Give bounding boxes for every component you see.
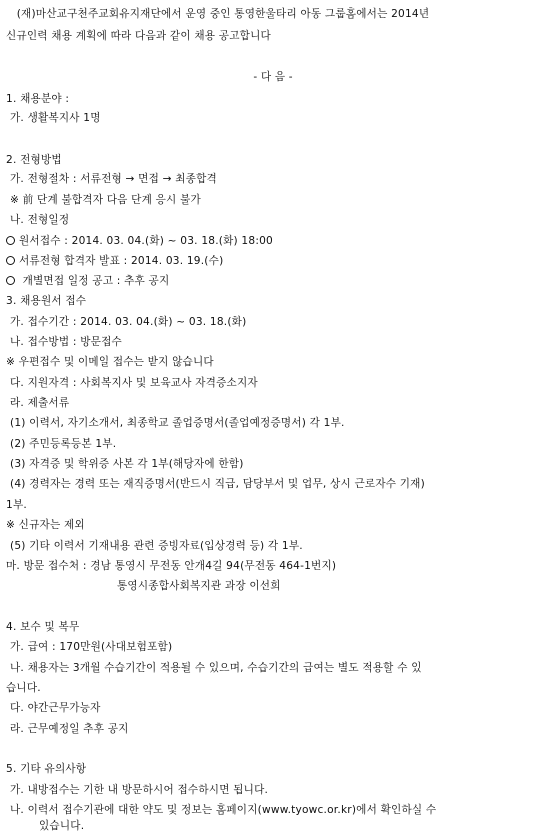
schedule-item-3 bbox=[6, 274, 169, 288]
schedule-item-2 bbox=[6, 254, 223, 268]
section-3-title: 3. 채용원서 접수 bbox=[6, 295, 87, 307]
document-item-2: (2) 주민등록등본 1부. bbox=[10, 438, 117, 450]
circle-bullet-icon bbox=[6, 236, 15, 245]
section-3-item-c: 다. 지원자격 : 사회복지사 및 보육교사 자격증소지자 bbox=[10, 377, 258, 389]
schedule-item-3-text: 개별면접 일정 공고 : 추후 공지 bbox=[19, 275, 170, 287]
section-2-item-a: 가. 전형절차 : 서류전형 → 면접 → 최종합격 bbox=[10, 173, 217, 185]
section-3-note: ※ 우편접수 및 이메일 접수는 받지 않습니다 bbox=[6, 356, 214, 368]
circle-bullet-icon bbox=[6, 276, 15, 285]
section-2-title: 2. 전형방법 bbox=[6, 154, 62, 166]
document-item-5: (5) 기타 이력서 기재내용 관련 증빙자료(입상경력 등) 각 1부. bbox=[10, 540, 303, 552]
schedule-item-2-text: 서류전형 합격자 발표 : 2014. 03. 19.(수) bbox=[19, 255, 224, 267]
schedule-item-1 bbox=[6, 234, 273, 248]
section-4-item-c: 다. 야간근무가능자 bbox=[10, 702, 101, 714]
section-3-item-d: 라. 제출서류 bbox=[10, 397, 70, 409]
document-item-3: (3) 자격증 및 학위증 사본 각 1부(해당자에 한함) bbox=[10, 458, 244, 470]
section-3-item-e: 마. 방문 접수처 : 경남 통영시 무전동 안개4길 94(무전동 464-1번지) bbox=[6, 560, 337, 572]
section-4-item-d: 라. 근무예정일 추후 공지 bbox=[10, 723, 129, 735]
section-5-title: 5. 기타 유의사항 bbox=[6, 763, 87, 775]
section-1-item-a: 가. 생활복지사 1명 bbox=[10, 112, 101, 124]
section-5-item-a: 가. 내방접수는 기한 내 방문하시어 접수하시면 됩니다. bbox=[10, 784, 269, 796]
section-3-note-2: ※ 신규자는 제외 bbox=[6, 519, 85, 531]
section-4-title: 4. 보수 및 복무 bbox=[6, 621, 80, 633]
section-1-title: 1. 채용분야 : bbox=[6, 93, 70, 105]
section-3-item-b: 나. 접수방법 : 방문접수 bbox=[10, 336, 122, 348]
document-item-4-cont: 1부. bbox=[6, 499, 27, 511]
section-3-item-a: 가. 접수기간 : 2014. 03. 04.(화) ~ 03. 18.(화) bbox=[10, 316, 247, 328]
intro-line-2: 신규인력 채용 계획에 따라 다음과 같이 채용 공고합니다 bbox=[6, 30, 271, 42]
section-5-item-b-cont: 있습니다. bbox=[39, 820, 85, 832]
intro-line-1: (재)마산교구천주교회유지재단에서 운영 중인 통영한울타리 아동 그룹홈에서는 2014년 bbox=[6, 8, 430, 20]
section-4-item-b-cont: 습니다. bbox=[6, 682, 41, 694]
document-item-4: (4) 경력자는 경력 또는 재직증명서(반드시 직급, 담당부서 및 업무, 상시 근로자수 기재) bbox=[10, 478, 425, 490]
section-2-note: ※ 前 단계 불합격자 다음 단계 응시 불가 bbox=[10, 194, 201, 206]
document-item-1: (1) 이력서, 자기소개서, 최종학교 졸업증명서(졸업예정증명서) 각 1부. bbox=[10, 417, 345, 429]
section-5-item-b: 나. 이력서 접수기관에 대한 약도 및 정보는 홈페이지(www.tyowc.or.kr)에서 확인하실 수 bbox=[10, 804, 437, 816]
circle-bullet-icon bbox=[6, 256, 15, 265]
section-heading: - 다 음 - bbox=[253, 71, 293, 83]
section-2-item-b: 나. 전형일정 bbox=[10, 214, 70, 226]
schedule-item-1-text: 원서접수 : 2014. 03. 04.(화) ~ 03. 18.(화) 18:00 bbox=[19, 235, 273, 247]
section-4-item-b: 나. 채용자는 3개월 수습기간이 적용될 수 있으며, 수습기간의 급여는 별도 적용할 수 있 bbox=[10, 662, 422, 674]
section-3-item-e-cont: 통영시종합사회복지관 과장 이선희 bbox=[117, 580, 281, 592]
section-4-item-a: 가. 급여 : 170만원(사대보험포함) bbox=[10, 641, 173, 653]
